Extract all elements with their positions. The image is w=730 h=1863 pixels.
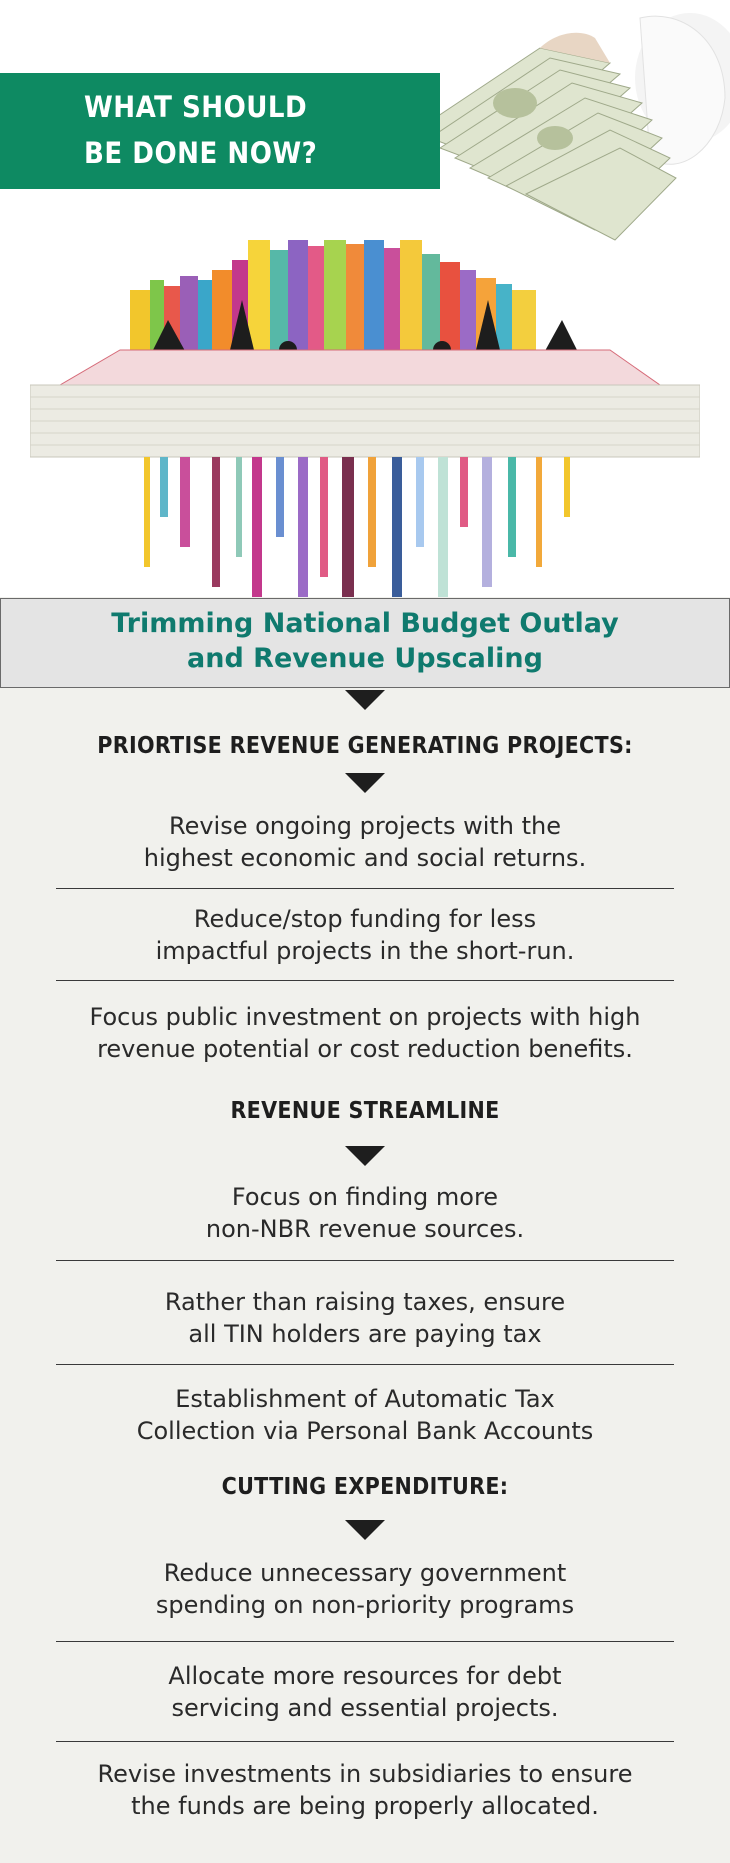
page-title	[0, 606, 730, 676]
item-line: Allocate more resources for debt	[168, 1662, 562, 1690]
down-arrow-icon	[345, 1520, 385, 1540]
down-arrow-icon	[345, 1146, 385, 1166]
divider	[56, 1260, 674, 1261]
item-line: Reduce/stop funding for less	[193, 905, 537, 933]
item-line: Focus on finding more	[231, 1183, 499, 1211]
list-item	[40, 1286, 690, 1350]
item-line: Establishment of Automatic Tax	[175, 1385, 555, 1413]
item-line: Focus public investment on projects with high	[89, 1003, 641, 1031]
parliament-cash-stack-illustration	[30, 240, 700, 600]
item-line: Revise ongoing projects with the	[168, 812, 562, 840]
title-line-1: Trimming National Budget Outlay	[111, 608, 619, 639]
section-heading-cutting-expenditure: CUTTING EXPENDITURE:	[221, 1474, 509, 1500]
divider	[56, 1641, 674, 1642]
item-line: Rather than raising taxes, ensure	[164, 1288, 566, 1316]
item-line: spending on non-priority programs	[155, 1591, 575, 1619]
item-line: servicing and essential projects.	[171, 1694, 559, 1722]
banner-line-2: BE DONE NOW?	[84, 136, 318, 170]
down-arrow-icon	[345, 773, 385, 793]
item-line: Collection via Personal Bank Accounts	[136, 1417, 594, 1445]
list-item	[40, 1001, 690, 1065]
list-item	[40, 1660, 690, 1724]
item-line: non-NBR revenue sources.	[205, 1215, 525, 1243]
banner-heading	[84, 84, 317, 176]
item-line: Reduce unnecessary government	[163, 1559, 567, 1587]
banner-line-1: WHAT SHOULD	[84, 90, 308, 124]
list-item	[40, 1557, 690, 1621]
list-item	[40, 1383, 690, 1447]
divider	[56, 888, 674, 889]
list-item	[40, 903, 690, 967]
item-line: impactful projects in the short-run.	[155, 937, 575, 965]
item-line: all TIN holders are paying tax	[188, 1320, 542, 1348]
item-line: Revise investments in subsidiaries to ensure	[97, 1760, 633, 1788]
list-item	[40, 810, 690, 874]
divider	[56, 980, 674, 981]
item-line: highest economic and social returns.	[143, 844, 587, 872]
list-item	[40, 1181, 690, 1245]
down-arrow-icon	[345, 690, 385, 710]
divider	[56, 1741, 674, 1742]
list-item	[40, 1758, 690, 1822]
title-line-2: and Revenue Upscaling	[187, 643, 543, 674]
item-line: the funds are being properly allocated.	[131, 1792, 599, 1820]
section-heading-priortise: PRIORTISE REVENUE GENERATING PROJECTS:	[97, 733, 633, 759]
section-heading-revenue-streamline: REVENUE STREAMLINE	[230, 1098, 500, 1124]
item-line: revenue potential or cost reduction benefits.	[97, 1035, 633, 1063]
divider	[56, 1364, 674, 1365]
